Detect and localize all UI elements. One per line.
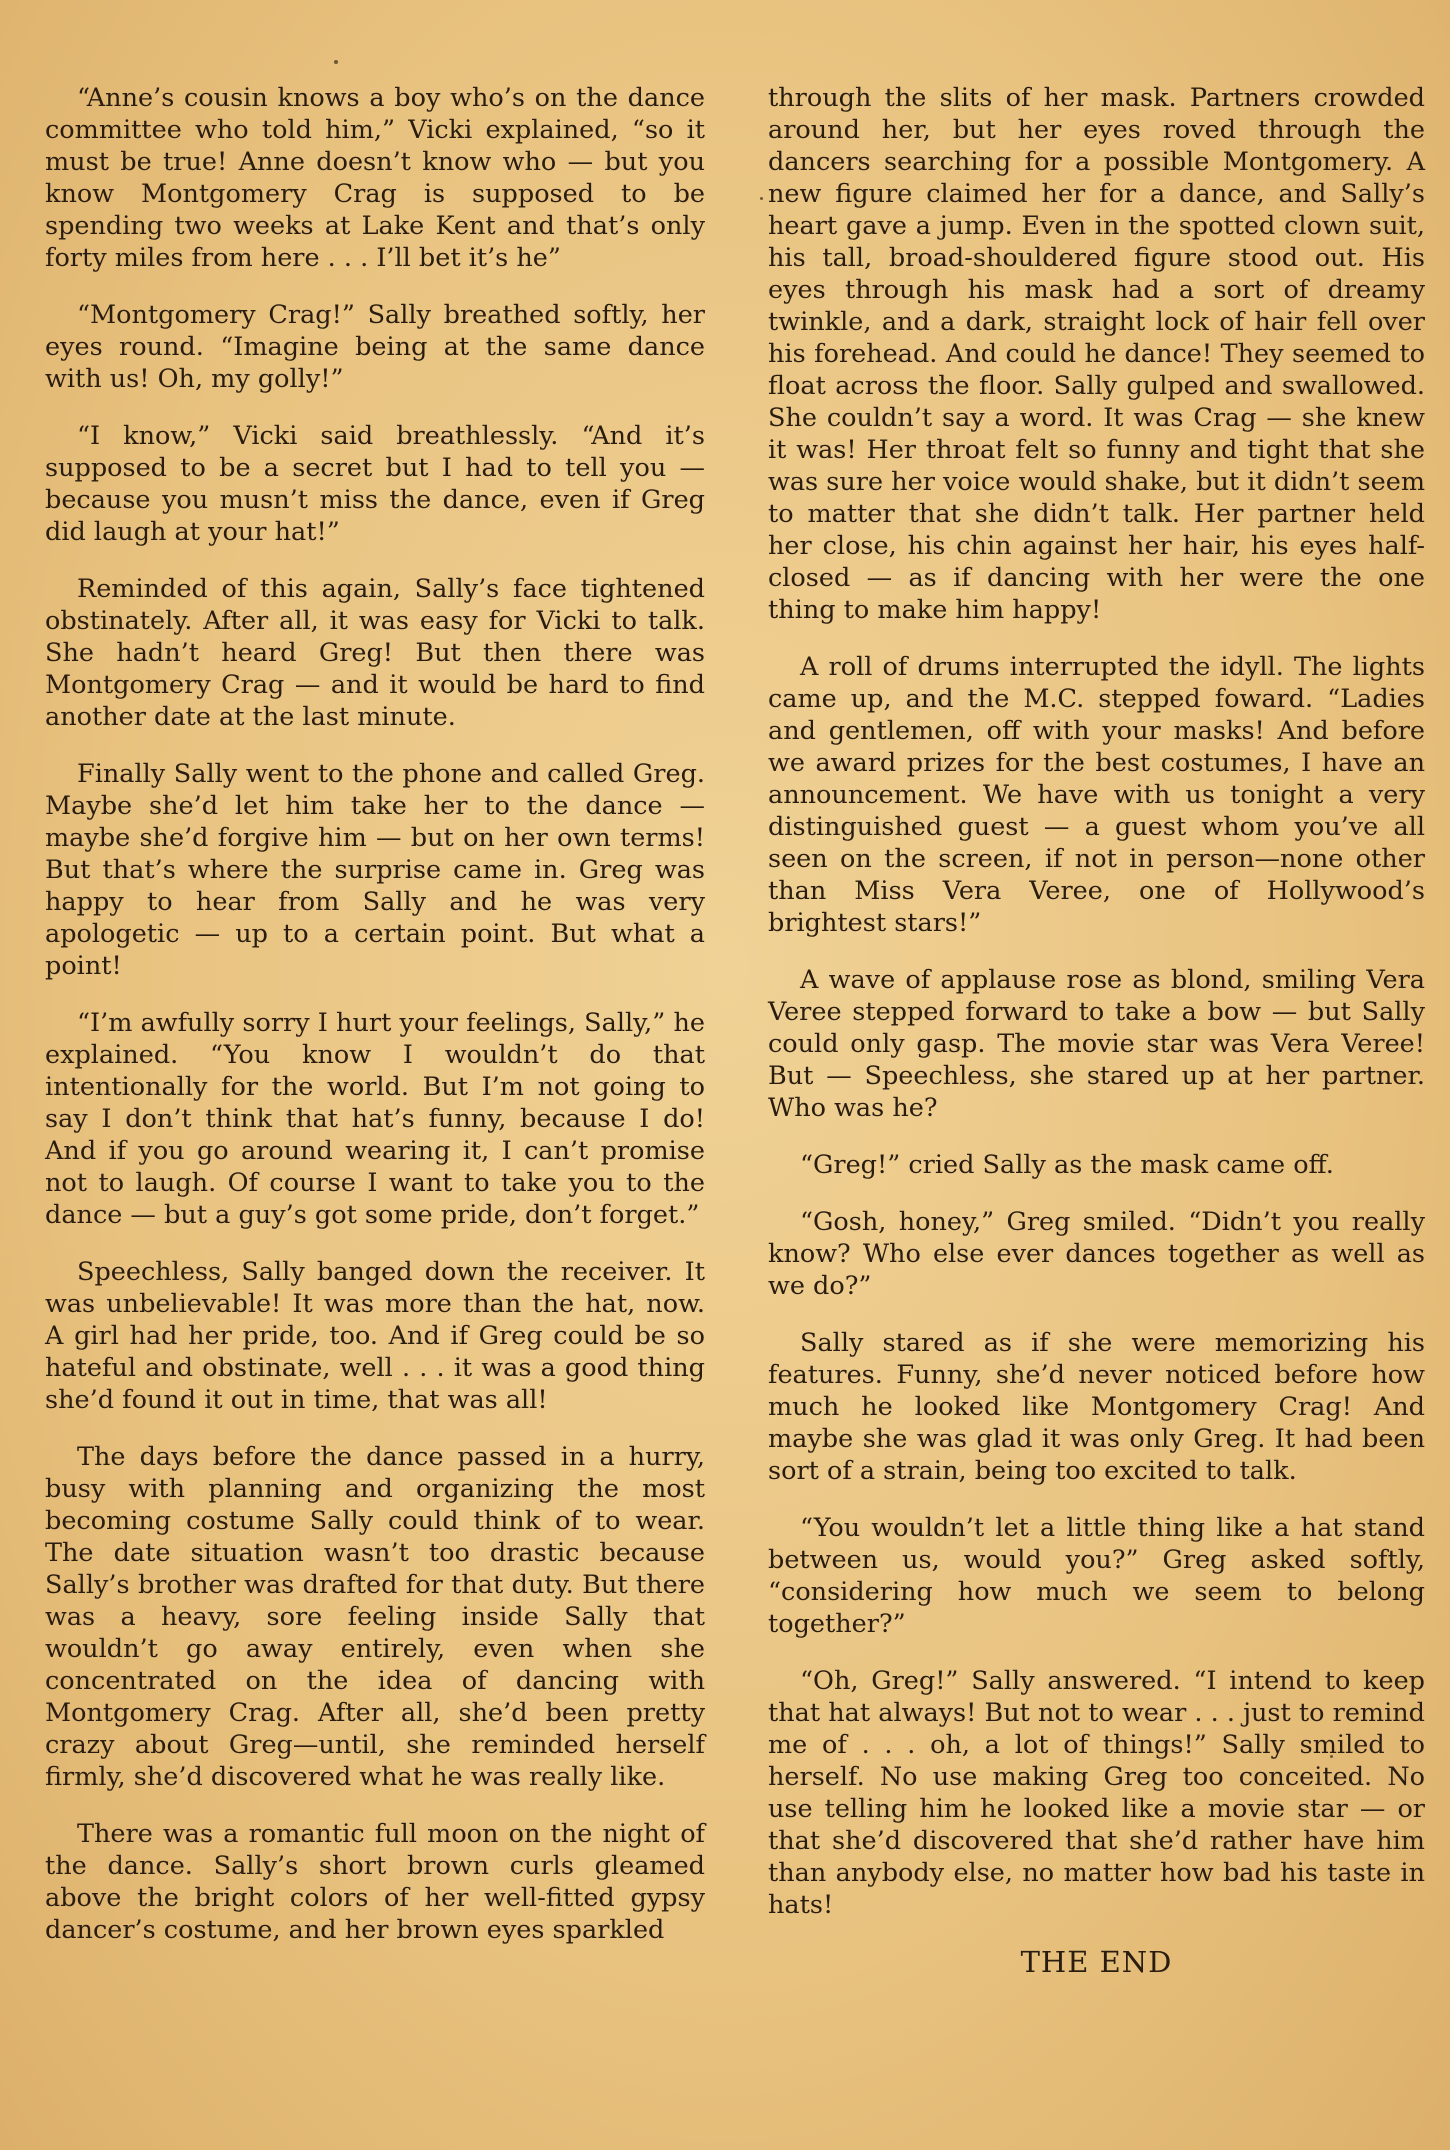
story-paragraph: “Gosh, honey,” Greg smiled. “Didn’t you really know? Who else ever dances together as well as we do?” xyxy=(768,1207,1425,1301)
story-paragraph: There was a romantic full moon on the night of the dance. Sally’s short brown curls gleamed above the bright colors of her well-fitted gypsy dancer’s costume, and her brown eyes sparkled xyxy=(45,1819,705,1945)
story-paragraph: Sally stared as if she were memorizing his features. Funny, she’d never noticed before how much he looked like Montgomery Crag! And maybe she was glad it was only Greg. It had been sort of a strain, being too excited to talk. xyxy=(768,1328,1425,1486)
right-text-column xyxy=(768,82,1425,2003)
story-paragraph: A roll of drums interrupted the idyll. The lights came up, and the M.C. stepped foward. “Ladies and gentlemen, off with your masks! And before we award prizes for the best costumes, I have an announcement. We have with us tonight a very distinguished guest — a guest whom you’ve all seen on the screen, if not in person—none other than Miss Vera Veree, one of Hollywood’s brightest stars!” xyxy=(768,652,1425,938)
left-text-column xyxy=(45,82,705,1971)
story-paragraph: The days before the dance passed in a hurry, busy with planning and organizing the most becoming costume Sally could think of to wear. The date situation wasn’t too drastic because Sally’s brother was drafted for that duty. But there was a heavy, sore feeling inside Sally that wouldn’t go away entirely, even when she concentrated on the idea of dancing with Montgomery Crag. After all, she’d been pretty crazy about Greg—until, she reminded herself firmly, she’d discovered what he was really like. xyxy=(45,1442,705,1792)
story-paragraph: A wave of applause rose as blond, smiling Vera Veree stepped forward to take a bow — but Sally could only gasp. The movie star was Vera Veree! But — Speechless, she stared up at her partner. Who was he? xyxy=(768,965,1425,1123)
story-paragraph: Speechless, Sally banged down the receiver. It was unbelievable! It was more than the hat, now. A girl had her pride, too. And if Greg could be so hateful and obstinate, well . . . it was a good thing she’d found it out in time, that was all! xyxy=(45,1257,705,1415)
story-paragraph: “Montgomery Crag!” Sally breathed softly, her eyes round. “Imagine being at the same dance with us! Oh, my golly!” xyxy=(45,300,705,394)
story-paragraph: Finally Sally went to the phone and called Greg. Maybe she’d let him take her to the dance — maybe she’d forgive him — but on her own terms! But that’s where the surprise came in. Greg was happy to hear from Sally and he was very apologetic — up to a certain point. But what a point! xyxy=(45,759,705,981)
story-paragraph: Reminded of this again, Sally’s face tightened obstinately. After all, it was easy for Vicki to talk. She hadn’t heard Greg! But then there was Montgomery Crag — and it would be hard to find another date at the last minute. xyxy=(45,574,705,732)
story-paragraph: “I know,” Vicki said breathlessly. “And it’s supposed to be a secret but I had to tell you — because you musn’t miss the dance, even if Greg did laugh at your hat!” xyxy=(45,421,705,547)
the-end-label: THE END xyxy=(1020,1945,1173,1979)
story-paragraph-continued: through the slits of her mask. Partners crowded around her, but her eyes roved through the dancers searching for a possible Montgomery. A new figure claimed her for a dance, and Sally’s heart gave a jump. Even in the spotted clown suit, his tall, broad-shouldered figure stood out. His eyes through his mask had a sort of dreamy twinkle, and a dark, straight lock of hair fell over his forehead. And could he dance! They seemed to float across the floor. Sally gulped and swallowed. She couldn’t say a word. It was Crag — she knew it was! Her throat felt so funny and tight that she was sure her voice would shake, but it didn’t seem to matter that she didn’t talk. Her partner held her close, his chin against her hair, his eyes half-closed — as if dancing with her were the one thing to make him happy! xyxy=(768,83,1425,625)
story-paragraph: “Greg!” cried Sally as the mask came off. xyxy=(800,1150,1334,1180)
story-paragraph: “Anne’s cousin knows a boy who’s on the dance committee who told him,” Vicki explained, “so it must be true! Anne doesn’t know who — but you know Montgomery Crag is supposed to be spending two weeks at Lake Kent and that’s only forty miles from here . . . I’ll bet it’s he” xyxy=(45,83,705,273)
story-paragraph: “Oh, Greg!” Sally answered. “I intend to keep that hat always! But not to wear . . . just to remind me of . . . oh, a lot of things!” Sally smiled to herself. No use making Greg too conceited. No use telling him he looked like a movie star — or that she’d discovered that she’d rather have him than anybody else, no matter how bad his taste in hats! xyxy=(768,1666,1425,1920)
story-paragraph: “I’m awfully sorry I hurt your feelings, Sally,” he explained. “You know I wouldn’t do that intentionally for the world. But I’m not going to say I don’t think that hat’s funny, because I do! And if you go around wearing it, I can’t promise not to laugh. Of course I want to take you to the dance — but a guy’s got some pride, don’t forget.” xyxy=(45,1008,705,1230)
story-paragraph: “You wouldn’t let a little thing like a hat stand between us, would you?” Greg asked softly, “considering how much we seem to belong together?” xyxy=(768,1513,1425,1639)
print-speck xyxy=(334,60,338,64)
print-speck xyxy=(760,197,763,200)
